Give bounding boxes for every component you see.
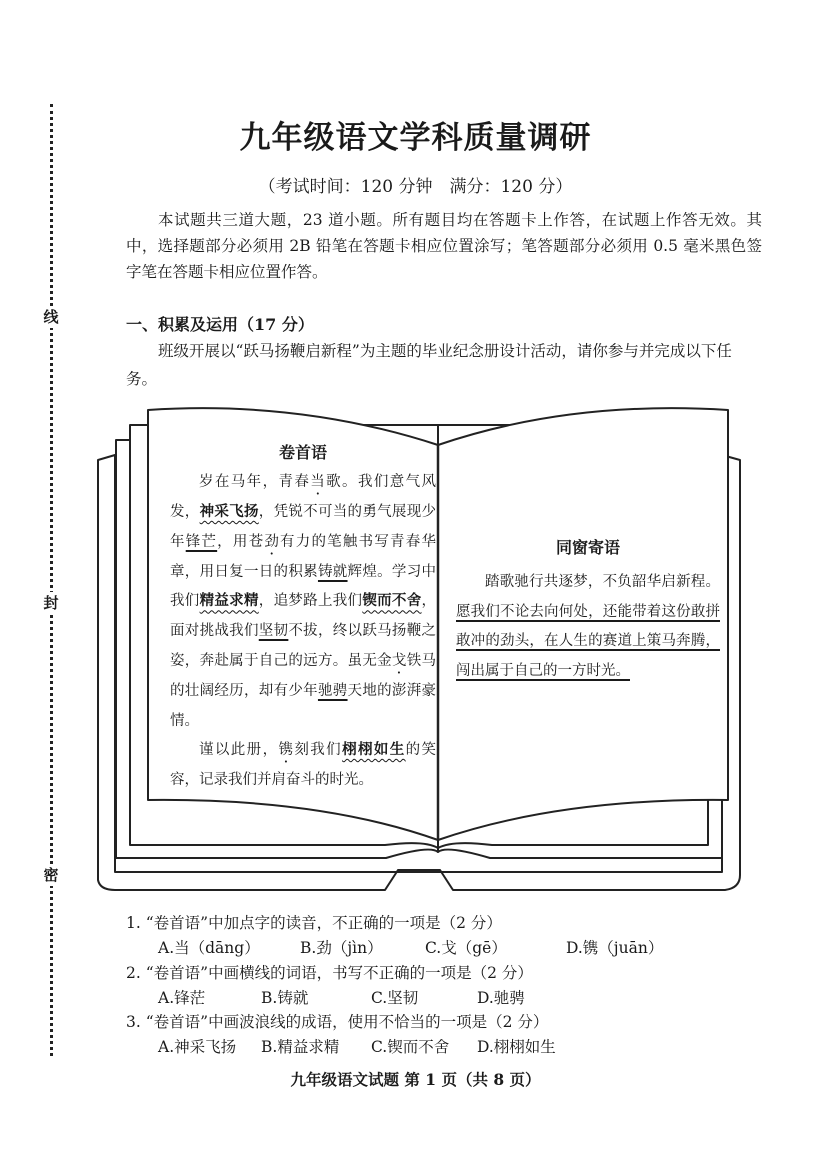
question-2-option-b: B.铸就 — [261, 989, 309, 1007]
left-page-heading: 卷首语 — [278, 443, 327, 462]
right-page-heading: 同窗寄语 — [555, 538, 620, 557]
binding-label-mi: 密 — [41, 864, 61, 886]
question-3-stem: 3. “卷首语”中画波浪线的成语，使用不恰当的一项是（2 分） — [126, 1013, 549, 1031]
underlined-word-chicheng: 驰骋 — [317, 682, 348, 699]
dotted-char-juan: 镌 — [278, 742, 295, 759]
underlined-word-fengmang: 锋芒 — [185, 533, 218, 550]
question-1-option-c: C.戈（gē） — [425, 939, 507, 957]
question-1-option-a: A.当（dāng） — [158, 939, 260, 957]
wavy-idiom-jingyiqiujing: 精益求精 — [199, 593, 259, 610]
question-3-option-b: B.精益求精 — [261, 1038, 340, 1056]
exam-subtitle: （考试时间：120 分钟 满分：120 分） — [258, 177, 573, 197]
wavy-idiom-xuxurusheng: 栩栩如生 — [342, 742, 406, 759]
dotted-char-dang: 当 — [310, 474, 327, 490]
binding-label-xian: 线 — [41, 306, 61, 328]
exam-instructions: 本试题共三道大题，23 道小题。所有题目均在答题卡上作答，在试题上作答无效。其中，选择题部分必须用 2B 铅笔在答题卡相应位置涂写；笔答题部分必须用 0.5 毫米黑色签字笔在答题卡相应位置作答。 — [126, 211, 762, 281]
question-1-option-d: D.镌（juān） — [566, 939, 664, 957]
question-2-option-a: A.锋茫 — [158, 989, 206, 1007]
binding-label-feng: 封 — [41, 592, 61, 614]
underlined-word-zhujiu: 铸就 — [317, 563, 348, 580]
question-3-option-d: D.栩栩如生 — [477, 1038, 556, 1056]
section-1-heading: 一、积累及运用（17 分） — [126, 315, 314, 334]
question-1-stem: 1. “卷首语”中加点字的读音，不正确的一项是（2 分） — [126, 914, 502, 932]
question-3-option-a: A.神采飞扬 — [158, 1038, 237, 1056]
underlined-word-jianren: 坚韧 — [258, 623, 289, 640]
wavy-idiom-qieerbushe: 锲而不舍 — [362, 593, 422, 610]
page-footer: 九年级语文试题 第 1 页（共 8 页） — [290, 1070, 541, 1089]
question-1-option-b: B.劲（jìn） — [300, 939, 383, 957]
dotted-char-jing: 劲 — [264, 533, 281, 550]
left-page-paragraph-2: 谨以此册，镌刻我们栩栩如生的笑容，记录我们并肩奋斗的时光。 — [170, 742, 437, 789]
question-3-option-c: C.锲而不舍 — [371, 1038, 450, 1056]
question-2-option-c: C.坚韧 — [371, 989, 419, 1007]
left-page-paragraph-1: 岁在马年，青春当歌。我们意气风发，神采飞扬，凭锐不可当的勇气展现少年锋芒，用苍劲有力的笔触书写青春华章，用日复一日的积累铸就辉煌。学习中我们精益求精，追梦路上我们锲而不舍，面对挑战我们坚韧不拔，终以跃马扬鞭之姿，奔赴属于自己的远方。虽无金戈铁马的壮阔经历，却有少年驰骋天地的澎湃豪情。 — [170, 474, 437, 729]
underlined-sentence: 愿我们不论去向何处，还能带着这份敢拼敢冲的劲头，在人生的赛道上策马奔腾，闯出属于自己的一方时光。 — [456, 603, 720, 679]
left-page-text — [170, 468, 436, 796]
question-2-stem: 2. “卷首语”中画横线的词语，书写不正确的一项是（2 分） — [126, 964, 533, 982]
exam-title: 九年级语文学科质量调研 — [239, 120, 592, 156]
wavy-idiom-shencaifeiyang: 神采飞扬 — [199, 504, 259, 520]
dotted-char-ge: 戈 — [391, 652, 407, 669]
right-page-text: 踏歌驰行共逐梦，不负韶华启新程。愿我们不论去向何处，还能带着这份敢拼敢冲的劲头，在人生的赛道上策马奔腾，闯出属于自己的一方时光。 — [456, 574, 720, 679]
section-1-prompt: 班级开展以“跃马扬鞭启新程”为主题的毕业纪念册设计活动，请你参与并完成以下任务。 — [126, 342, 732, 388]
question-2-option-d: D.驰骋 — [477, 989, 525, 1007]
